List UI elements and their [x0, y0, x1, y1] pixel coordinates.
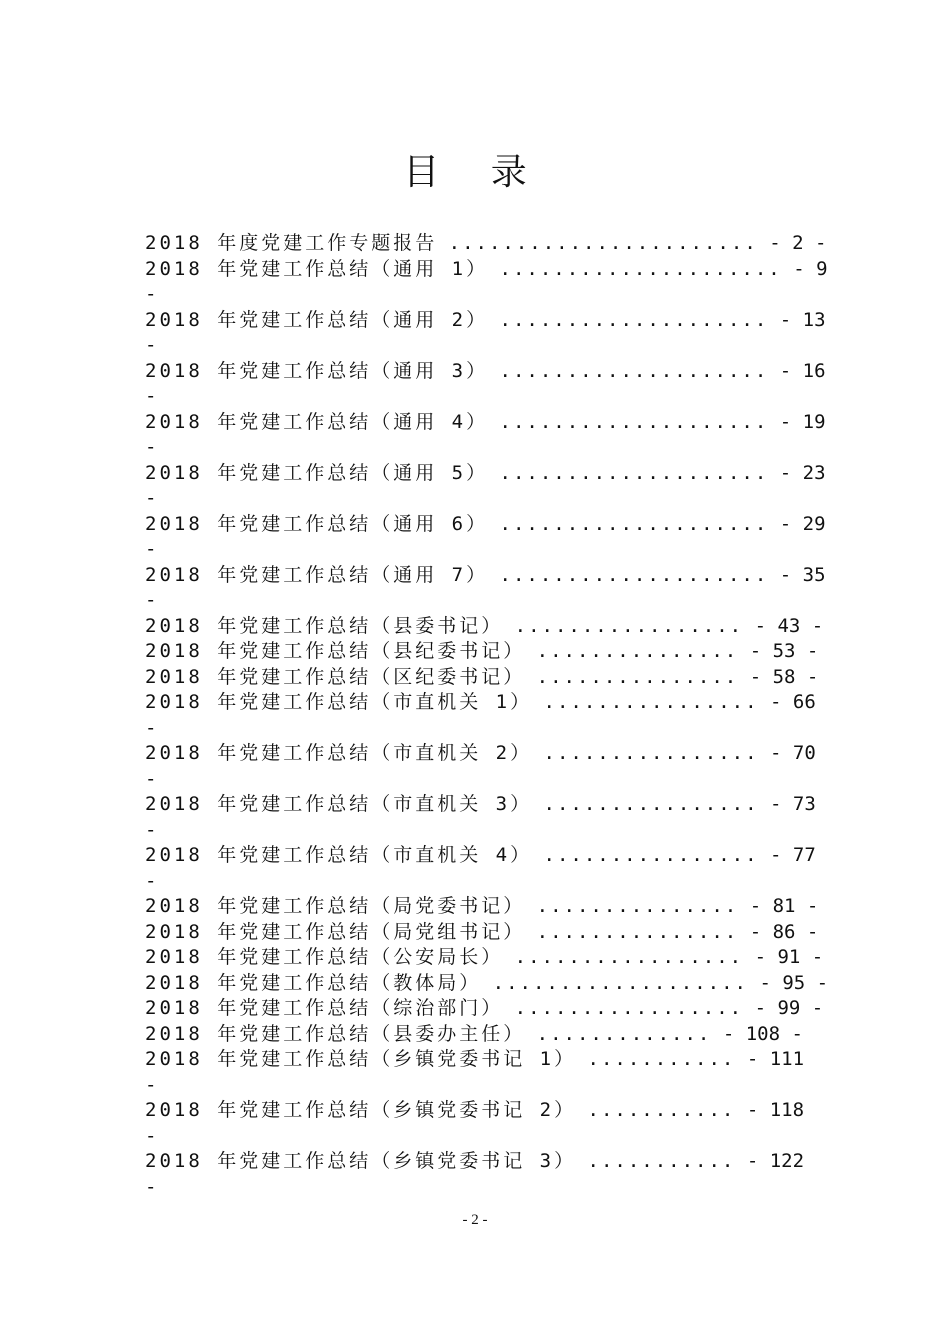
toc-line — [145, 257, 828, 283]
toc-page-number: - 73 — [770, 793, 816, 815]
toc-entry-title: 2018 年党建工作总结（乡镇党委书记 3） — [145, 1150, 577, 1172]
toc-line — [145, 639, 825, 665]
toc-page-suffix: - — [145, 1175, 157, 1198]
toc-page-suffix: - — [145, 1073, 157, 1096]
toc-entry-title: 2018 年党建工作总结（通用 2） — [145, 308, 489, 331]
toc-leader-dots: ....................... — [448, 232, 758, 254]
toc-entry-title: 2018 年党建工作总结（通用 5） — [145, 461, 489, 484]
toc-entry[interactable] — [145, 843, 825, 894]
toc-line — [145, 1149, 825, 1175]
toc-line — [145, 945, 825, 971]
toc-page-suffix: - — [145, 385, 157, 407]
toc-page-number: - 108 - — [722, 1022, 803, 1045]
toc-page-number: - 13 — [779, 308, 826, 331]
toc-page-number: - 99 - — [754, 997, 824, 1019]
toc-line — [145, 359, 825, 385]
toc-leader-dots: .................... — [499, 512, 769, 535]
toc-entry-title: 2018 年党建工作总结（综治部门） — [145, 997, 504, 1019]
toc-page-suffix: - — [145, 767, 157, 790]
toc-entry-title: 2018 年党建工作总结（区纪委书记） — [145, 665, 526, 688]
toc-entry-title: 2018 年党建工作总结（通用 3） — [145, 359, 489, 382]
toc-entry-title: 2018 年党建工作总结（通用 6） — [145, 512, 489, 535]
toc-entry[interactable] — [145, 971, 829, 997]
toc-entry-title: 2018 年党建工作总结（乡镇党委书记 1） — [145, 1048, 577, 1070]
toc-entry[interactable] — [145, 461, 825, 512]
toc-leader-dots: ........... — [587, 1150, 736, 1172]
toc-entry[interactable] — [145, 410, 825, 461]
toc-line — [145, 512, 825, 538]
toc-line — [145, 308, 825, 334]
toc-line — [145, 1022, 825, 1048]
table-of-contents — [145, 231, 829, 1200]
toc-entry-title: 2018 年党建工作总结（通用 1） — [145, 257, 489, 280]
toc-page-suffix: - — [145, 334, 157, 356]
toc-page-suffix: - — [145, 283, 157, 305]
toc-line — [145, 231, 825, 257]
toc-entry-title: 2018 年党建工作总结（通用 7） — [145, 563, 489, 586]
toc-line — [145, 996, 825, 1022]
toc-entry[interactable] — [145, 665, 825, 691]
toc-entry[interactable] — [145, 359, 825, 410]
toc-entry[interactable] — [145, 1098, 825, 1149]
toc-entry-title: 2018 年党建工作总结（教体局） — [145, 971, 482, 994]
toc-leader-dots: ................... — [492, 971, 748, 994]
toc-entry-title: 2018 年党建工作总结（县委书记） — [145, 614, 504, 637]
toc-leader-dots: ................. — [514, 614, 744, 637]
toc-entry-title: 2018 年党建工作总结（县委办主任） — [145, 1022, 526, 1045]
toc-entry[interactable] — [145, 563, 825, 614]
toc-page-suffix: - — [145, 716, 157, 739]
toc-page-suffix: - — [145, 436, 157, 458]
toc-leader-dots: .................... — [499, 461, 769, 484]
toc-page-number: - 16 — [779, 359, 826, 382]
toc-entry-title: 2018 年党建工作总结（县纪委书记） — [145, 640, 526, 662]
toc-entry-title: 2018 年党建工作总结（通用 4） — [145, 410, 489, 433]
toc-page-number: - 2 - — [769, 232, 827, 254]
toc-page-number: - 95 - — [759, 971, 829, 994]
toc-entry[interactable] — [145, 996, 825, 1022]
toc-page-number: - 70 — [770, 742, 816, 764]
toc-entry[interactable] — [145, 894, 825, 920]
toc-entry[interactable] — [145, 257, 828, 308]
toc-page-number: - 23 — [779, 461, 826, 484]
toc-line — [145, 563, 825, 589]
toc-page-number: - 9 — [793, 257, 828, 280]
toc-entry[interactable] — [145, 792, 825, 843]
toc-entry[interactable] — [145, 1047, 825, 1098]
toc-leader-dots: .................... — [499, 410, 769, 433]
toc-leader-dots: ................ — [543, 793, 759, 815]
toc-leader-dots: ................ — [543, 691, 759, 713]
toc-leader-dots: ........... — [587, 1048, 736, 1070]
toc-entry[interactable] — [145, 1022, 825, 1048]
toc-entry[interactable] — [145, 231, 825, 257]
toc-page-suffix: - — [145, 1124, 157, 1147]
toc-line — [145, 894, 825, 920]
toc-page-number: - 35 — [779, 563, 826, 586]
toc-line — [145, 461, 825, 487]
toc-line — [145, 843, 825, 869]
toc-entry[interactable] — [145, 945, 825, 971]
toc-line — [145, 1098, 825, 1124]
toc-page-number: - 66 — [770, 691, 816, 713]
toc-entry[interactable] — [145, 614, 825, 640]
toc-page-number: - 43 - — [754, 614, 824, 637]
toc-leader-dots: ............... — [536, 665, 739, 688]
toc-leader-dots: ..................... — [499, 257, 782, 280]
toc-entry[interactable] — [145, 920, 825, 946]
toc-page-number: - 122 — [746, 1150, 805, 1172]
toc-entry-title: 2018 年党建工作总结（市直机关 1） — [145, 691, 533, 713]
toc-page-number: - 19 — [779, 410, 826, 433]
toc-page-number: - 77 — [770, 844, 816, 866]
toc-entry[interactable] — [145, 690, 825, 741]
toc-entry[interactable] — [145, 1149, 825, 1200]
toc-leader-dots: .................... — [499, 359, 769, 382]
toc-line — [145, 920, 825, 946]
toc-line — [145, 410, 825, 436]
toc-page-number: - 111 — [746, 1048, 805, 1070]
toc-page-suffix: - — [145, 818, 157, 841]
toc-entry-title: 2018 年党建工作总结（乡镇党委书记 2） — [145, 1099, 577, 1121]
toc-page-suffix: - — [145, 487, 157, 509]
toc-line — [145, 614, 825, 640]
toc-entry[interactable] — [145, 741, 825, 792]
toc-line — [145, 792, 825, 818]
toc-page-number: - 81 - — [749, 895, 819, 917]
toc-page-number: - 118 — [746, 1099, 805, 1121]
toc-entry-title: 2018 年党建工作总结（市直机关 4） — [145, 844, 533, 866]
toc-line — [145, 690, 825, 716]
toc-entry-title: 2018 年党建工作总结（市直机关 2） — [145, 742, 533, 764]
toc-leader-dots: ............... — [536, 920, 739, 943]
toc-leader-dots: ........... — [587, 1099, 736, 1121]
toc-line — [145, 1047, 825, 1073]
toc-page-number: - 58 - — [749, 665, 819, 688]
toc-line — [145, 741, 825, 767]
toc-leader-dots: .................... — [499, 563, 769, 586]
toc-leader-dots: ............... — [536, 895, 739, 917]
page-title: 目 录 — [403, 152, 547, 193]
toc-line — [145, 971, 829, 997]
toc-line — [145, 665, 825, 691]
page-number: - 2 - — [462, 1212, 488, 1228]
toc-page-number: - 86 - — [749, 920, 819, 943]
toc-entry[interactable] — [145, 308, 825, 359]
toc-leader-dots: .................... — [499, 308, 769, 331]
toc-page-number: - 53 - — [749, 640, 819, 662]
toc-page-number: - 29 — [779, 512, 826, 535]
toc-leader-dots: ................. — [514, 997, 744, 1019]
toc-leader-dots: ................ — [543, 844, 759, 866]
toc-entry-title: 2018 年党建工作总结（局党组书记） — [145, 920, 526, 943]
toc-entry-title: 2018 年党建工作总结（公安局长） — [145, 946, 504, 968]
toc-leader-dots: ............... — [536, 640, 739, 662]
toc-entry[interactable] — [145, 512, 825, 563]
toc-leader-dots: ................. — [514, 946, 744, 968]
toc-page-suffix: - — [145, 869, 157, 892]
toc-page-suffix: - — [145, 538, 157, 560]
toc-leader-dots: ................ — [543, 742, 759, 764]
toc-entry-title: 2018 年党建工作总结（局党委书记） — [145, 895, 526, 917]
toc-leader-dots: ............. — [536, 1022, 712, 1045]
toc-page-suffix: - — [145, 589, 157, 611]
toc-entry-title: 2018 年度党建工作专题报告 — [145, 232, 438, 254]
toc-page-number: - 91 - — [754, 946, 824, 968]
toc-entry-title: 2018 年党建工作总结（市直机关 3） — [145, 793, 533, 815]
toc-entry[interactable] — [145, 639, 825, 665]
